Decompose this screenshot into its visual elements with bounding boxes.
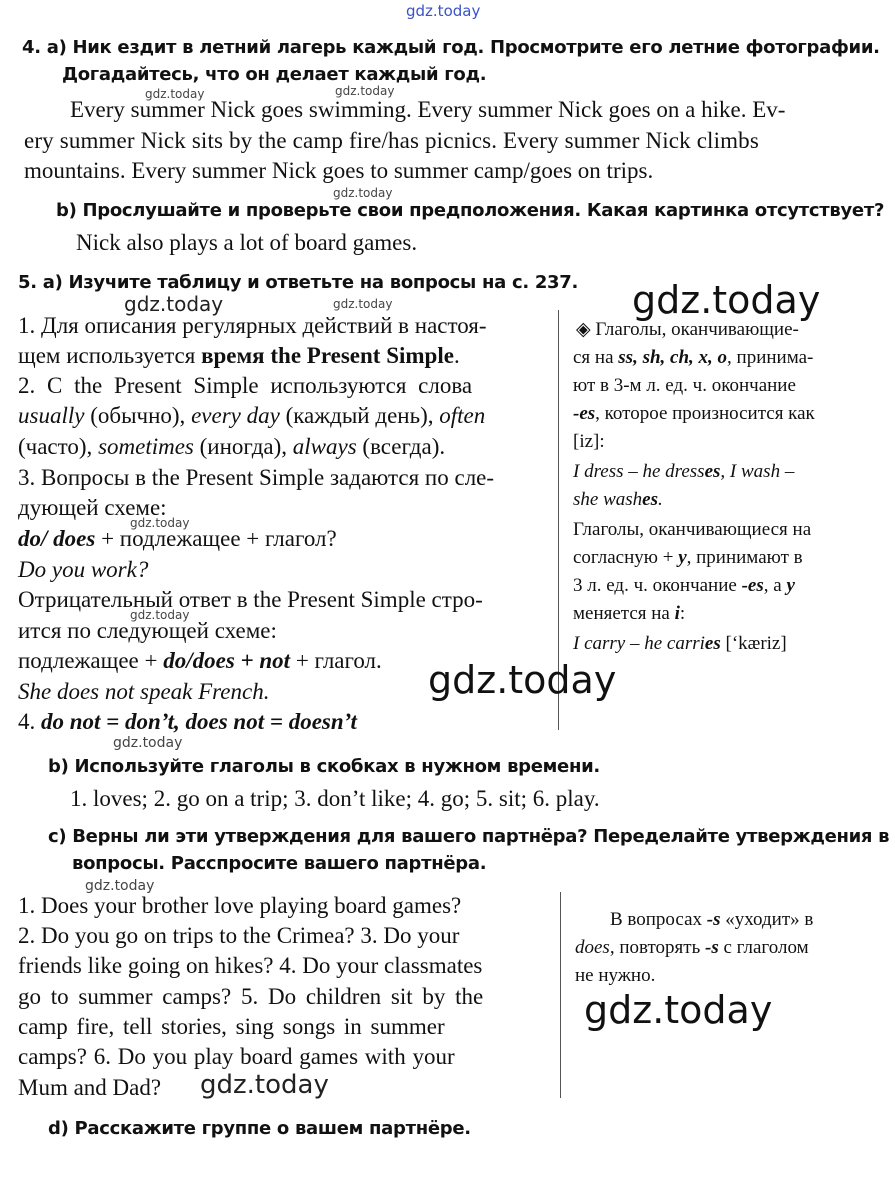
- watermark: gdz.today: [85, 878, 155, 894]
- answer-line: Mum and Dad?: [18, 1075, 162, 1100]
- note-line: -es, которое произносится как: [573, 403, 815, 424]
- watermark: gdz.today: [335, 84, 395, 98]
- rule-line: (часто), sometimes (иногда), always (всегда).: [18, 434, 446, 459]
- note-line: does, повторять -s с глаголом: [575, 937, 809, 958]
- answer-line: 2. Do you go on trips to the Crimea? 3. Do your: [18, 923, 460, 948]
- note-line: 3 л. ед. ч. окончание -es, а y: [573, 575, 795, 596]
- ex4b-heading: b) Прослушайте и проверьте свои предположения. Какая картинка отсутствует?: [56, 200, 885, 221]
- watermark: gdz.today: [632, 278, 821, 322]
- note-line: [iz]:: [573, 431, 605, 452]
- watermark: gdz.today: [333, 186, 393, 200]
- rule-line: щем используется время the Present Simple.: [18, 343, 460, 368]
- note-line: I carry – he carries [‘kæriz]: [573, 633, 787, 654]
- note-line: Глаголы, оканчивающиеся на: [573, 519, 812, 540]
- rule-line: do/ does + подлежащее + глагол?: [18, 526, 337, 551]
- watermark: gdz.today: [124, 292, 224, 316]
- ex5c-heading-line2: вопросы. Расспросите вашего партнёра.: [72, 853, 487, 874]
- watermark: gdz.today: [145, 87, 205, 101]
- ex4a-answer-line3: mountains. Every summer Nick goes to summer camp/goes on trips.: [24, 158, 654, 183]
- ex4a-heading-line2: Догадайтесь, что он делает каждый год.: [62, 64, 487, 85]
- ex5b-heading: b) Используйте глаголы в скобках в нужном времени.: [48, 756, 600, 777]
- answer-line: friends like going on hikes? 4. Do your classmates: [18, 953, 483, 978]
- note-line: меняется на i:: [573, 603, 686, 624]
- watermark: gdz.today: [584, 988, 773, 1032]
- note-line: ◈ Глаголы, оканчивающие-: [576, 319, 799, 340]
- answer-line: camps? 6. Do you play board games with your: [18, 1044, 455, 1069]
- ex5c-heading-line1: с) Верны ли эти утверждения для вашего партнёра? Переделайте утверждения в: [48, 826, 890, 847]
- rule-line: Do you work?: [18, 557, 149, 582]
- ex4a-answer-line2: ery summer Nick sits by the camp fire/has picnics. Every summer Nick climbs: [24, 128, 759, 153]
- answer-line: 1. Does your brother love playing board games?: [18, 893, 462, 918]
- watermark: gdz.today: [130, 516, 190, 530]
- note-line: не нужно.: [575, 965, 656, 986]
- answer-line: go to summer camps? 5. Do children sit by the: [18, 984, 484, 1009]
- watermark: gdz.today: [200, 1070, 329, 1100]
- note-line: ют в 3-м л. ед. ч. окончание: [573, 375, 796, 396]
- ex4a-heading-line1: 4. а) Ник ездит в летний лагерь каждый год. Просмотрите его летние фотографии.: [22, 37, 880, 58]
- watermark: gdz.today: [113, 735, 183, 751]
- ex5a-heading: 5. а) Изучите таблицу и ответьте на вопросы на с. 237.: [18, 272, 579, 293]
- watermark-top: gdz.today: [406, 2, 481, 20]
- ex5d-heading: d) Расскажите группе о вашем партнёре.: [48, 1118, 471, 1139]
- watermark: gdz.today: [130, 608, 190, 622]
- rule-line: 2. С the Present Simple используются слова: [18, 373, 473, 398]
- rule-line: 1. Для описания регулярных действий в настоя-: [18, 313, 487, 338]
- rule-line: 4. do not = don’t, does not = doesn’t: [18, 709, 357, 734]
- watermark: gdz.today: [428, 658, 617, 702]
- watermark: gdz.today: [333, 297, 393, 311]
- table-divider: [560, 892, 561, 1098]
- note-line: В вопросах -s «уходит» в: [610, 909, 814, 930]
- note-line: согласную + y, принимают в: [573, 547, 803, 568]
- note-line: she washes.: [573, 489, 663, 510]
- ex5b-answer: 1. loves; 2. go on a trip; 3. don’t like; 4. go; 5. sit; 6. play.: [70, 786, 600, 811]
- rule-line: ится по следующей схеме:: [18, 618, 277, 643]
- rule-line: дующей схеме:: [18, 495, 167, 520]
- rule-line: подлежащее + do/does + not + глагол.: [18, 648, 382, 673]
- rule-line: Отрицательный ответ в the Present Simple стро-: [18, 587, 483, 612]
- rule-line: She does not speak French.: [18, 679, 270, 704]
- ex4b-answer: Nick also plays a lot of board games.: [76, 230, 418, 255]
- ex4a-answer-line1: Every summer Nick goes swimming. Every summer Nick goes on a hike. Ev-: [70, 97, 786, 122]
- note-line: I dress – he dresses, I wash –: [573, 461, 795, 482]
- rule-line: 3. Вопросы в the Present Simple задаются по сле-: [18, 465, 495, 490]
- note-line: ся на ss, sh, ch, x, o, принима-: [573, 347, 814, 368]
- rule-line: usually (обычно), every day (каждый день), often: [18, 403, 486, 428]
- answer-line: camp fire, tell stories, sing songs in summer: [18, 1014, 445, 1039]
